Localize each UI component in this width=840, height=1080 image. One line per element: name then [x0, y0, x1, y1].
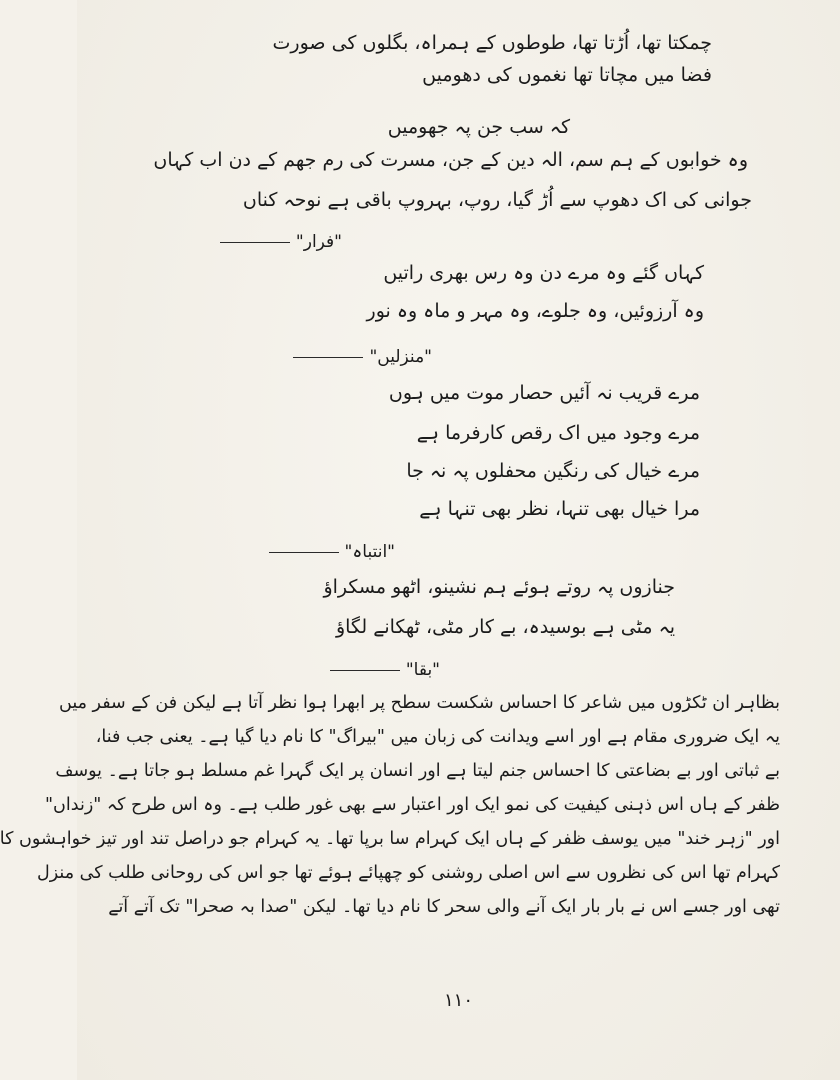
commentary-paragraph [0, 686, 780, 924]
poem-title-text: "بقا" [405, 660, 440, 680]
verse-line: مرے وجود میں اک رقص کارفرما ہے [416, 422, 700, 444]
stanza-line: وہ خوابوں کے ہم سم، الہ دین کے جن، مسرت کی رم جھم کے دن اب کہاں [153, 149, 748, 171]
verse-line: کہاں گئے وہ مرے دن وہ رس بھری راتیں [383, 262, 704, 284]
poem-title-text: "انتباہ" [344, 542, 395, 562]
verse-line: جنازوں پہ روتے ہوئے ہم نشینو، اٹھو مسکراؤ [323, 576, 675, 598]
stanza-line: کہ سب جن پہ جھومیں [387, 116, 570, 138]
stanza-line: چمکتا تھا، اُڑتا تھا، طوطوں کے ہمراہ، بگلوں کی صورت [272, 32, 712, 54]
verse-line: وہ آرزوئیں، وہ جلوے، وہ مہر و ماہ وہ نور [366, 300, 704, 322]
prose-line: کہرام تھا اس کی نظروں سے اس اصلی روشنی کو چھپائے ہوئے تھا جو اس کی روحانی طلب کی منزل [37, 863, 780, 883]
poem-title-baqa [330, 656, 440, 684]
prose-line: یہ ایک ضروری مقام ہے اور اسے ویدانت کی زبان میں "بیراگ" کا نام دیا گیا ہے۔ یعنی جب فنا، [95, 727, 780, 747]
verse-line: یہ مٹی ہے بوسیدہ، بے کار مٹی، ٹھکانے لگاؤ [335, 616, 675, 638]
verse-line: مرے قریب نہ آئیں حصار موت میں ہوں [388, 382, 700, 404]
title-rule [220, 242, 290, 243]
poem-title-manzilen [293, 343, 432, 371]
prose-line: بظاہر ان ٹکڑوں میں شاعر کا احساس شکست سطح پر ابھرا ہوا نظر آتا ہے لیکن فن کے سفر میں [59, 693, 780, 713]
poem-title-text: "فرار" [295, 232, 342, 252]
verse-line: مرے خیال کی رنگین محفلوں پہ نہ جا [406, 460, 700, 482]
prose-line: ظفر کے ہاں اس ذہنی کیفیت کی نمو ایک اور اعتبار سے بھی غور طلب ہے۔ وہ اس طرح کہ "زنداں" [45, 795, 780, 815]
title-rule [293, 357, 363, 358]
verse-line: مرا خیال بھی تنہا، نظر بھی تنہا ہے [419, 498, 700, 520]
poem-title-intibaah [269, 538, 396, 566]
title-rule [269, 552, 339, 553]
poem-title-faraar [220, 228, 342, 256]
prose-line: بے ثباتی اور بے بضاعتی کا احساس جنم لیتا ہے اور انسان پر ایک گہرا غم مسلط ہو جاتا ہے۔ یوسف [55, 761, 780, 781]
page-number: ۱۱۰ [443, 990, 473, 1011]
poem-title-text: "منزلیں" [369, 347, 432, 367]
prose-line: تھی اور جسے اس نے بار بار ایک آنے والی سحر کا نام دیا تھا۔ لیکن "صدا بہ صحرا" تک آتے آتے [108, 897, 780, 917]
prose-line: اور "زہر خند" میں یوسف ظفر کے ہاں ایک کہرام سا برپا تھا۔ یہ کہرام جو دراصل تند اور تیز خواہشوں کا [0, 829, 780, 849]
stanza-line: جوانی کی اک دھوپ سے اُڑ گیا، روپ، بہروپ باقی ہے نوحہ کناں [242, 189, 752, 211]
stanza-line: فضا میں مچاتا تھا نغموں کی دھومیں [422, 64, 712, 86]
title-rule [330, 670, 400, 671]
